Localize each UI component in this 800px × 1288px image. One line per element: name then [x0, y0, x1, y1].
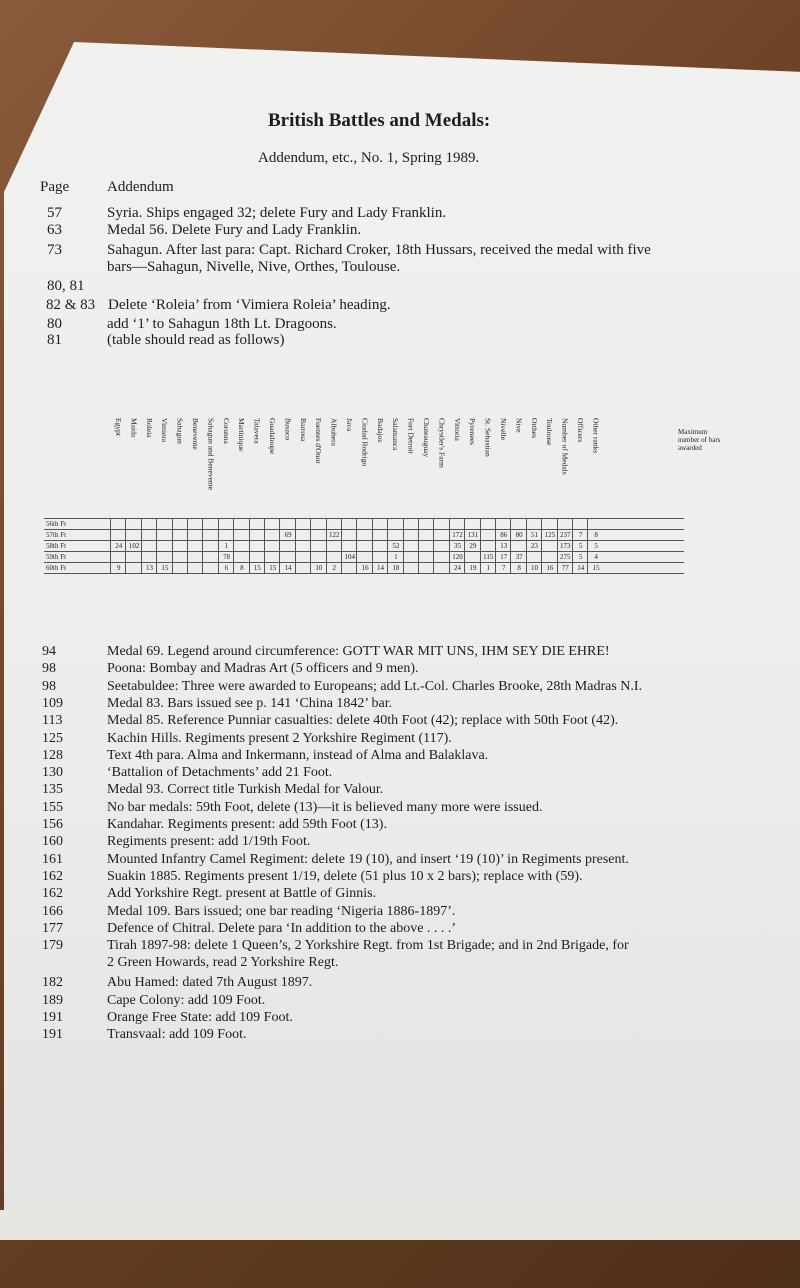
table-column-header — [310, 418, 326, 518]
column-header-label: Chrystler's Farm — [437, 418, 447, 468]
table-cell: 15 — [156, 563, 172, 574]
column-header-label: Ciudad Rodrigo — [360, 418, 370, 467]
entry-text: Defence of Chitral. Delete para ‘In addition to the above . . . .’ — [107, 920, 457, 936]
entry-text: Transvaal: add 109 Foot. — [107, 1027, 247, 1043]
table-column-header — [372, 418, 388, 518]
column-header-label: Vittoria — [452, 418, 462, 441]
table-column-header — [464, 418, 480, 518]
column-header-label: Nivelle — [499, 418, 508, 441]
column-header-label: Salamanca — [391, 418, 401, 451]
table-cell: 172 — [449, 530, 465, 541]
entry-page-ref: 94 — [42, 644, 56, 659]
entry-page-ref: 63 — [47, 222, 62, 238]
table-cell: 104 — [341, 552, 357, 563]
table-cell: 8 — [233, 563, 249, 574]
column-header-label: Guadaloupe — [268, 418, 277, 455]
page-subtitle: Addendum, etc., No. 1, Spring 1989. — [258, 150, 480, 166]
column-header-label: Albuhera — [329, 418, 339, 446]
table-cell: 16 — [356, 563, 372, 574]
entry-page-ref: 162 — [42, 886, 63, 902]
table-cell: 173 — [557, 541, 573, 552]
entry-text: No bar medals: 59th Foot, delete (13)—it is believed many more were issued. — [107, 799, 543, 815]
table-column-header — [541, 418, 557, 518]
table-cell: 1 — [218, 541, 234, 552]
table-cell: 18 — [387, 563, 403, 574]
table-cell: 37 — [510, 552, 526, 563]
column-header-label: Egypt — [114, 418, 123, 436]
table-column-header — [526, 418, 542, 518]
table-cell: 7 — [495, 563, 511, 574]
table-cell: 29 — [464, 541, 480, 552]
entry-page-ref: 81 — [47, 332, 62, 348]
max-bars-header: Maximum number of bars awarded — [678, 428, 721, 452]
table-column-header — [480, 418, 496, 518]
entry-page-ref: 98 — [42, 661, 56, 677]
table-cell: 102 — [125, 541, 141, 552]
table-column-headers — [44, 418, 684, 518]
table-column-header — [326, 418, 342, 518]
table-column-header — [172, 418, 188, 518]
addendum-column-header: Addendum — [107, 179, 174, 195]
table-cell: 5 — [572, 541, 588, 552]
entry-page-ref: 182 — [42, 975, 63, 991]
entry-page-ref: 80, 81 — [47, 278, 85, 294]
entry-page-ref: 189 — [42, 992, 63, 1008]
table-column-header — [249, 418, 265, 518]
page-column-header: Page — [40, 179, 70, 195]
entry-page-ref: 155 — [42, 799, 63, 815]
column-header-label: Orthes — [529, 418, 539, 438]
table-column-header — [403, 418, 419, 518]
table-cell: 14 — [572, 563, 588, 574]
entry-page-ref: 191 — [42, 1027, 63, 1043]
table-column-header — [279, 418, 295, 518]
entry-text: Medal 69. Legend around circumference: GOTT WAR MIT UNS, IHM SEY DIE EHRE! — [107, 644, 610, 659]
table-cell: 10 — [310, 563, 326, 574]
entry-text: bars—Sahagun, Nivelle, Nive, Orthes, Toulouse. — [107, 259, 401, 275]
column-header-label: St. Sebastian — [483, 418, 493, 457]
table-column-header — [202, 418, 218, 518]
entry-text: Suakin 1885. Regiments present 1/19, delete (51 plus 10 x 2 bars); replace with (59). — [107, 868, 583, 884]
entry-text: Mounted Infantry Camel Regiment: delete 19 (10), and insert ‘19 (10)’ in Regiments present. — [107, 851, 629, 867]
entry-text: Seetabuldee: Three were awarded to Europeans; add Lt.-Col. Charles Brooke, 28th Madras N.I. — [107, 678, 643, 694]
entry-page-ref: 156 — [42, 817, 63, 832]
entry-page-ref: 130 — [42, 765, 63, 781]
table-cell: 17 — [495, 552, 511, 563]
table-cell: 80 — [510, 530, 526, 541]
table-column-header — [587, 418, 603, 518]
column-header-label: Vimiera — [160, 418, 170, 443]
entry-text: Kachin Hills. Regiments present 2 Yorkshire Regiment (117). — [107, 730, 452, 746]
entry-text: Regiments present: add 1/19th Foot. — [107, 834, 311, 850]
column-header-label: Talavera — [252, 418, 262, 444]
table-cell: 52 — [387, 541, 403, 552]
column-header-label: Fuentes d'Onor — [314, 418, 324, 464]
table-cell: 8 — [510, 563, 526, 574]
column-header-label: Officers — [576, 418, 585, 443]
table-cell: 14 — [279, 563, 295, 574]
entry-text: Tirah 1897-98: delete 1 Queen’s, 2 Yorkshire Regt. from 1st Brigade; and in 2nd Brigade, for — [107, 938, 629, 954]
entry-text: Medal 85. Reference Punniar casualties: delete 40th Foot (42); replace with 50th Foot (42). — [107, 713, 619, 729]
column-header-label: Busaco — [283, 418, 293, 441]
entry-text: Text 4th para. Alma and Inkermann, instead of Alma and Balaklava. — [107, 747, 489, 763]
table-cell: 115 — [480, 552, 496, 563]
entry-text: add ‘1’ to Sahagun 18th Lt. Dragoons. — [107, 316, 337, 332]
table-column-header — [156, 418, 172, 518]
table-column-header — [418, 418, 434, 518]
table-cell: 14 — [372, 563, 388, 574]
entry-text: Syria. Ships engaged 32; delete Fury and Lady Franklin. — [107, 205, 447, 221]
entry-page-ref: 191 — [42, 1010, 63, 1025]
column-header-label: Badajoz — [375, 418, 385, 443]
entry-text: Kandahar. Regiments present: add 59th Foot (13). — [107, 817, 387, 832]
table-bottom-rule — [44, 573, 684, 585]
table-column-header — [510, 418, 526, 518]
table-cell: 131 — [464, 530, 480, 541]
entry-page-ref: 113 — [42, 713, 63, 729]
entry-page-ref: 166 — [42, 903, 63, 919]
table-cell: 24 — [449, 563, 465, 574]
column-header-label: Java — [345, 418, 354, 432]
entry-page-ref: 161 — [42, 851, 63, 867]
entry-page-ref: 128 — [42, 747, 63, 763]
table-cell: 86 — [495, 530, 511, 541]
entry-page-ref: 125 — [42, 730, 63, 746]
table-cell: 16 — [541, 563, 557, 574]
entry-page-ref: 160 — [42, 834, 63, 850]
entry-text: Medal 93. Correct title Turkish Medal for Valour. — [107, 782, 384, 798]
table-column-header — [125, 418, 141, 518]
table-column-header — [218, 418, 234, 518]
table-cell: 35 — [449, 541, 465, 552]
entry-text: ‘Battalion of Detachments’ add 21 Foot. — [107, 765, 333, 781]
entry-text: Medal 56. Delete Fury and Lady Franklin. — [107, 222, 362, 238]
column-header-label: Chateauguay — [422, 418, 431, 458]
table-cell: 125 — [541, 530, 557, 541]
table-column-header — [387, 418, 403, 518]
row-label: 58th Ft — [46, 542, 67, 550]
column-header-label: Sahagun and Benevente — [206, 418, 216, 491]
table-column-header — [233, 418, 249, 518]
entry-text: Abu Hamed: dated 7th August 1897. — [107, 975, 313, 991]
entry-text: Cape Colony: add 109 Foot. — [107, 992, 266, 1008]
entry-text: Orange Free State: add 109 Foot. — [107, 1010, 293, 1025]
entry-page-ref: 82 & 83 — [46, 297, 96, 313]
row-label: 56th Ft — [46, 520, 67, 528]
entry-page-ref: 80 — [47, 316, 62, 332]
table-cell: 69 — [279, 530, 295, 541]
entry-text: Sahagun. After last para: Capt. Richard Croker, 18th Hussars, received the medal with five — [107, 242, 651, 258]
table-cell: 1 — [387, 552, 403, 563]
table-cell: 120 — [449, 552, 465, 563]
table-column-header — [341, 418, 357, 518]
table-column-header — [433, 418, 449, 518]
column-header-label: Fort Detroit — [406, 418, 416, 454]
entry-page-ref: 98 — [42, 678, 56, 694]
table-cell: 6 — [218, 563, 234, 574]
entry-page-ref: 162 — [42, 868, 63, 884]
column-header-label: Nive — [514, 418, 524, 433]
table-cell: 15 — [264, 563, 280, 574]
table-cell: 275 — [557, 552, 573, 563]
entry-page-ref: 177 — [42, 920, 63, 936]
table-column-header — [449, 418, 465, 518]
table-cell: 15 — [249, 563, 265, 574]
entry-page-ref: 135 — [42, 782, 63, 798]
column-header-label: Maida — [129, 418, 139, 438]
table-column-header — [356, 418, 372, 518]
entry-text: (table should read as follows) — [107, 332, 285, 348]
entry-text: Delete ‘Roleia’ from ‘Vimiera Roleia’ heading. — [108, 297, 391, 313]
table-cell: 77 — [557, 563, 573, 574]
table-column-header — [572, 418, 588, 518]
column-header-label: Corunna — [221, 418, 231, 444]
table-cell: 5 — [572, 552, 588, 563]
entry-page-ref: 73 — [47, 242, 62, 258]
table-column-header — [495, 418, 511, 518]
column-header-label: Barrosa — [298, 418, 308, 442]
entry-page-ref: 179 — [42, 938, 63, 954]
table-cell: 7 — [572, 530, 588, 541]
table-cell: 5 — [587, 541, 603, 552]
entry-text: Poona: Bombay and Madras Art (5 officers and 9 men). — [107, 661, 419, 677]
column-header-label: Sahagun — [175, 418, 185, 444]
table-column-header — [295, 418, 311, 518]
table-cell: 13 — [141, 563, 157, 574]
table-cell: 51 — [526, 530, 542, 541]
table-cell: 237 — [557, 530, 573, 541]
entry-text: Add Yorkshire Regt. present at Battle of Ginnis. — [107, 886, 377, 902]
column-header-label: Martinique — [237, 418, 247, 452]
column-header-label: Pyrenees — [468, 418, 478, 446]
table-column-header — [557, 418, 573, 518]
entry-text: 2 Green Howards, read 2 Yorkshire Regt. — [107, 955, 339, 971]
table-cell: 10 — [526, 563, 542, 574]
underlying-sheet — [0, 1210, 800, 1240]
table-cell: 9 — [110, 563, 126, 574]
column-header-label: Toulouse — [545, 418, 555, 446]
table-cell: 13 — [495, 541, 511, 552]
table-cell: 4 — [587, 552, 603, 563]
table-cell: 122 — [326, 530, 342, 541]
entry-text: Medal 83. Bars issued see p. 141 ‘China 1842’ bar. — [107, 695, 393, 711]
table-cell: 15 — [587, 563, 603, 574]
table-cell: 1 — [480, 563, 496, 574]
table-cell: 2 — [326, 563, 342, 574]
row-label: 60th Ft — [46, 564, 67, 572]
entry-text: Medal 109. Bars issued; one bar reading ‘Nigeria 1886-1897’. — [107, 903, 456, 919]
page-title: British Battles and Medals: — [268, 110, 491, 131]
table-cell: 23 — [526, 541, 542, 552]
column-header-label: Benevente — [191, 418, 200, 450]
row-label: 57th Ft — [46, 531, 67, 539]
entry-page-ref: 57 — [47, 205, 62, 221]
table-column-header — [141, 418, 157, 518]
row-label: 59th Ft — [46, 553, 67, 561]
table-column-header — [187, 418, 203, 518]
column-header-label: Number of Medals — [560, 418, 570, 475]
column-header-label: Roleia — [144, 418, 154, 438]
table-cell: 78 — [218, 552, 234, 563]
entry-page-ref: 109 — [42, 695, 63, 711]
table-cell: 8 — [587, 530, 603, 541]
table-column-header — [264, 418, 280, 518]
column-header-label: Other ranks — [591, 418, 601, 454]
table-cell: 19 — [464, 563, 480, 574]
table-column-header — [110, 418, 126, 518]
table-cell: 24 — [110, 541, 126, 552]
